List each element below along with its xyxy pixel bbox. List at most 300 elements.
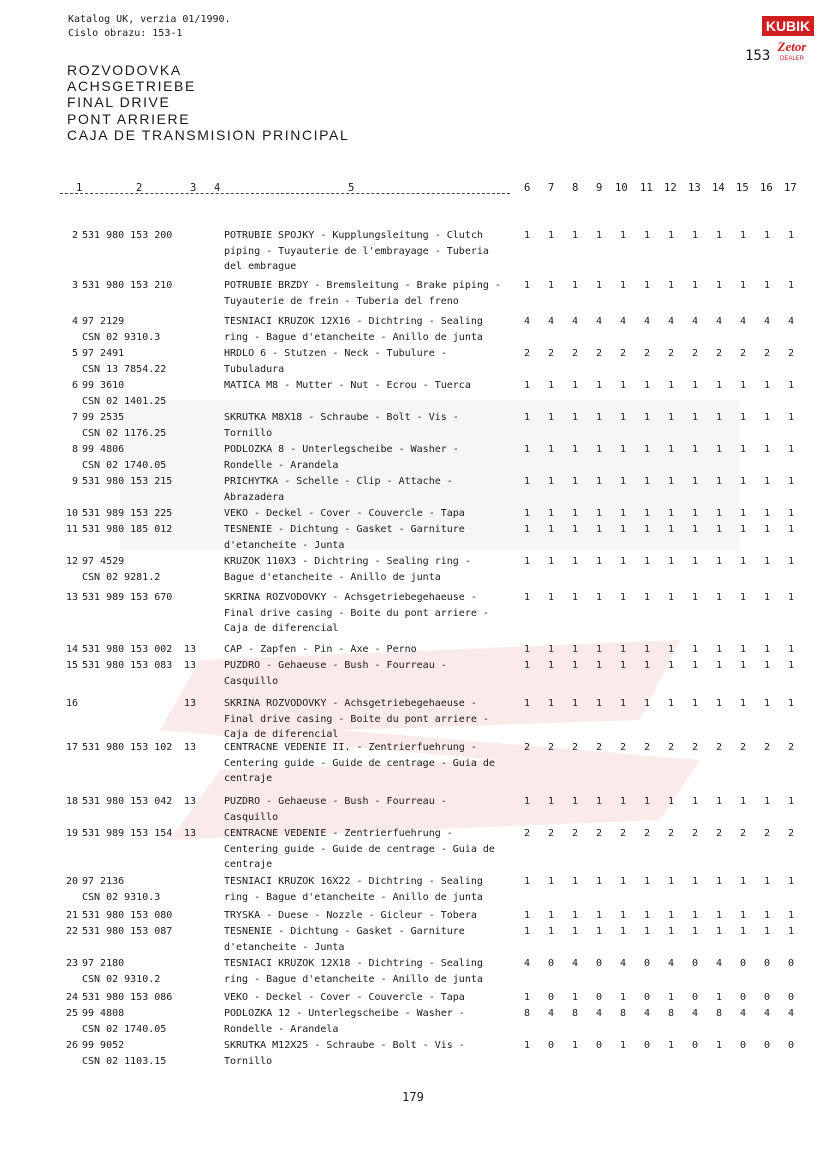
row-quantity: 1 <box>619 910 627 921</box>
row-description: TESNIACI KRUZOK 16X22 - Dichtring - Sealing ring - Bague d'etancheite - Anillo de junta <box>224 876 483 903</box>
row-quantity: 1 <box>787 910 795 921</box>
row-quantity: 1 <box>643 444 651 455</box>
row-quantity: 1 <box>715 660 723 671</box>
row-quantity: 1 <box>667 796 675 807</box>
row-quantity: 1 <box>619 380 627 391</box>
row-quantity: 1 <box>787 476 795 487</box>
row-quantity: 1 <box>691 556 699 567</box>
row-quantity: 1 <box>523 380 531 391</box>
row-quantity: 1 <box>691 230 699 241</box>
col-header-1: 1 <box>76 182 83 194</box>
row-quantity: 1 <box>739 476 747 487</box>
row-quantity: 4 <box>571 958 579 969</box>
col-header-6: 6 <box>524 182 531 194</box>
row-quantity: 1 <box>547 230 555 241</box>
row-quantity: 1 <box>715 592 723 603</box>
row-quantity: 2 <box>667 348 675 359</box>
row-position: 18 <box>65 796 78 807</box>
row-reference: 13 <box>184 698 197 709</box>
row-quantity: 1 <box>763 556 771 567</box>
row-description: SKRUTKA M8X18 - Schraube - Bolt - Vis - Tornillo <box>224 412 459 439</box>
row-quantity: 1 <box>523 910 531 921</box>
row-quantity: 0 <box>595 992 603 1003</box>
row-quantity: 2 <box>643 828 651 839</box>
row-quantity: 2 <box>523 348 531 359</box>
row-part-number: 531 980 153 002 <box>82 644 173 655</box>
row-quantity: 0 <box>763 1040 771 1051</box>
row-quantity: 1 <box>523 644 531 655</box>
row-quantity: 1 <box>523 876 531 887</box>
row-quantity: 2 <box>763 742 771 753</box>
row-quantity: 1 <box>667 444 675 455</box>
row-quantity: 1 <box>715 992 723 1003</box>
row-quantity: 1 <box>667 524 675 535</box>
row-quantity: 1 <box>523 660 531 671</box>
row-quantity: 1 <box>715 230 723 241</box>
row-quantity: 0 <box>739 992 747 1003</box>
row-quantity: 1 <box>595 508 603 519</box>
row-quantity: 1 <box>691 796 699 807</box>
row-quantity: 4 <box>715 958 723 969</box>
row-quantity: 1 <box>787 644 795 655</box>
row-quantity: 2 <box>691 828 699 839</box>
row-quantity: 1 <box>643 926 651 937</box>
row-part-number: 531 980 153 215 <box>82 476 173 487</box>
row-quantity: 1 <box>619 444 627 455</box>
row-quantity: 1 <box>619 644 627 655</box>
row-description: SKRINA ROZVODOVKY - Achsgetriebegehaeuse - Final drive casing - Boite du pont arriere - Caja de diferencial <box>224 592 489 635</box>
row-description: PRICHYTKA - Schelle - Clip - Attache - Abrazadera <box>224 476 453 503</box>
col-header-16: 16 <box>760 182 773 194</box>
row-quantity: 1 <box>643 524 651 535</box>
row-quantity: 4 <box>667 316 675 327</box>
row-quantity: 1 <box>571 280 579 291</box>
row-quantity: 1 <box>763 910 771 921</box>
row-quantity: 4 <box>547 1008 555 1019</box>
col-header-12: 12 <box>664 182 677 194</box>
row-quantity: 2 <box>763 348 771 359</box>
row-quantity: 1 <box>643 876 651 887</box>
row-part-number: 99 2535 CSN 02 1176.25 <box>82 412 167 439</box>
row-quantity: 0 <box>643 1040 651 1051</box>
row-part-number: 99 4806 CSN 02 1740.05 <box>82 444 167 471</box>
row-quantity: 2 <box>739 828 747 839</box>
row-quantity: 1 <box>715 910 723 921</box>
row-description: VEKO - Deckel - Cover - Couvercle - Tapa <box>224 508 465 519</box>
row-quantity: 1 <box>787 926 795 937</box>
row-quantity: 1 <box>619 660 627 671</box>
row-quantity: 1 <box>619 992 627 1003</box>
row-quantity: 8 <box>667 1008 675 1019</box>
row-quantity: 1 <box>739 508 747 519</box>
row-quantity: 1 <box>763 876 771 887</box>
row-quantity: 1 <box>691 926 699 937</box>
row-quantity: 1 <box>667 476 675 487</box>
row-quantity: 1 <box>667 1040 675 1051</box>
row-quantity: 0 <box>691 992 699 1003</box>
row-quantity: 2 <box>619 828 627 839</box>
row-quantity: 1 <box>763 926 771 937</box>
row-quantity: 2 <box>667 742 675 753</box>
row-description: KRUZOK 110X3 - Dichtring - Sealing ring - Bague d'etancheite - Anillo de junta <box>224 556 471 583</box>
row-quantity: 1 <box>595 380 603 391</box>
row-quantity: 1 <box>571 876 579 887</box>
row-position: 13 <box>65 592 78 603</box>
row-quantity: 1 <box>667 508 675 519</box>
row-quantity: 1 <box>595 280 603 291</box>
row-quantity: 1 <box>643 476 651 487</box>
row-quantity: 1 <box>643 592 651 603</box>
row-quantity: 1 <box>739 444 747 455</box>
row-quantity: 1 <box>763 280 771 291</box>
row-quantity: 1 <box>571 592 579 603</box>
row-description: TESNENIE - Dichtung - Gasket - Garniture d'etancheite - Junta <box>224 524 465 551</box>
row-quantity: 1 <box>763 380 771 391</box>
row-quantity: 1 <box>715 524 723 535</box>
row-quantity: 1 <box>643 796 651 807</box>
row-quantity: 1 <box>571 698 579 709</box>
col-header-9: 9 <box>596 182 603 194</box>
row-quantity: 1 <box>643 644 651 655</box>
row-quantity: 1 <box>619 876 627 887</box>
col-header-4: 4 <box>214 182 221 194</box>
row-quantity: 1 <box>619 524 627 535</box>
row-quantity: 1 <box>619 698 627 709</box>
row-part-number: 531 980 153 087 <box>82 926 173 937</box>
row-position: 15 <box>65 660 78 671</box>
col-header-17: 17 <box>784 182 797 194</box>
row-quantity: 2 <box>571 828 579 839</box>
row-quantity: 1 <box>571 444 579 455</box>
row-position: 14 <box>65 644 78 655</box>
dealer-logo <box>760 14 816 62</box>
row-quantity: 1 <box>691 280 699 291</box>
row-quantity: 1 <box>547 698 555 709</box>
row-quantity: 4 <box>763 316 771 327</box>
row-quantity: 1 <box>643 556 651 567</box>
row-quantity: 4 <box>643 316 651 327</box>
row-quantity: 1 <box>763 644 771 655</box>
row-quantity: 1 <box>523 992 531 1003</box>
row-quantity: 1 <box>595 644 603 655</box>
row-quantity: 1 <box>571 230 579 241</box>
row-quantity: 8 <box>571 1008 579 1019</box>
row-description: POTRUBIE BRZDY - Bremsleitung - Brake piping - Tuyauterie de frein - Tuberia del freno <box>224 280 501 307</box>
header-rule <box>60 193 510 194</box>
row-quantity: 1 <box>595 524 603 535</box>
row-part-number: 531 989 153 225 <box>82 508 173 519</box>
row-quantity: 1 <box>787 556 795 567</box>
row-reference: 13 <box>184 644 197 655</box>
row-quantity: 1 <box>547 524 555 535</box>
row-quantity: 1 <box>691 592 699 603</box>
row-quantity: 1 <box>571 412 579 423</box>
row-quantity: 2 <box>643 742 651 753</box>
row-quantity: 1 <box>667 992 675 1003</box>
row-position: 4 <box>71 316 78 327</box>
row-quantity: 1 <box>739 592 747 603</box>
row-quantity: 1 <box>715 380 723 391</box>
row-quantity: 1 <box>523 444 531 455</box>
row-quantity: 1 <box>787 412 795 423</box>
row-quantity: 1 <box>547 412 555 423</box>
row-quantity: 1 <box>619 592 627 603</box>
col-header-7: 7 <box>548 182 555 194</box>
row-quantity: 1 <box>763 592 771 603</box>
col-header-11: 11 <box>640 182 653 194</box>
row-quantity: 1 <box>595 660 603 671</box>
row-quantity: 1 <box>619 926 627 937</box>
row-description: SKRUTKA M12X25 - Schraube - Bolt - Vis - Tornillo <box>224 1040 465 1067</box>
row-quantity: 1 <box>667 380 675 391</box>
row-quantity: 1 <box>547 660 555 671</box>
row-quantity: 1 <box>595 444 603 455</box>
row-quantity: 1 <box>739 876 747 887</box>
row-position: 9 <box>71 476 78 487</box>
row-part-number: 531 980 153 210 <box>82 280 173 291</box>
row-quantity: 1 <box>667 556 675 567</box>
row-quantity: 1 <box>763 230 771 241</box>
row-quantity: 2 <box>595 348 603 359</box>
row-quantity: 1 <box>691 380 699 391</box>
row-quantity: 1 <box>547 644 555 655</box>
row-part-number: 531 980 153 080 <box>82 910 173 921</box>
row-position: 19 <box>65 828 78 839</box>
row-quantity: 1 <box>691 876 699 887</box>
row-quantity: 1 <box>715 508 723 519</box>
row-position: 10 <box>65 508 78 519</box>
row-position: 11 <box>65 524 78 535</box>
row-quantity: 1 <box>691 660 699 671</box>
catalog-meta <box>68 13 231 41</box>
row-quantity: 0 <box>595 1040 603 1051</box>
title-sk: ROZVODOVKA <box>67 62 182 78</box>
row-part-number: 97 2136 CSN 02 9310.3 <box>82 876 161 903</box>
row-quantity: 2 <box>619 348 627 359</box>
row-position: 7 <box>71 412 78 423</box>
row-quantity: 1 <box>667 660 675 671</box>
row-quantity: 1 <box>547 910 555 921</box>
row-quantity: 1 <box>739 926 747 937</box>
row-quantity: 1 <box>571 992 579 1003</box>
row-quantity: 2 <box>595 828 603 839</box>
row-position: 23 <box>65 958 78 969</box>
row-quantity: 1 <box>715 796 723 807</box>
row-quantity: 1 <box>523 698 531 709</box>
row-part-number: 97 2491 CSN 13 7854.22 <box>82 348 167 375</box>
row-quantity: 1 <box>763 524 771 535</box>
row-description: PODLOZKA 8 - Unterlegscheibe - Washer - Rondelle - Arandela <box>224 444 459 471</box>
row-position: 3 <box>71 280 78 291</box>
col-header-15: 15 <box>736 182 749 194</box>
col-header-3: 3 <box>190 182 197 194</box>
column-numbers <box>0 182 826 198</box>
page-number: 179 <box>402 1090 424 1104</box>
row-quantity: 1 <box>571 556 579 567</box>
row-quantity: 1 <box>619 476 627 487</box>
row-quantity: 2 <box>523 828 531 839</box>
row-position: 6 <box>71 380 78 391</box>
row-quantity: 0 <box>595 958 603 969</box>
row-quantity: 0 <box>763 992 771 1003</box>
row-quantity: 0 <box>547 1040 555 1051</box>
row-quantity: 1 <box>787 444 795 455</box>
row-quantity: 1 <box>739 796 747 807</box>
row-quantity: 4 <box>787 1008 795 1019</box>
row-description: CENTRACNE VEDENIE - Zentrierfuehrung - Centering guide - Guide de centrage - Guia de centraje <box>224 828 495 871</box>
row-quantity: 1 <box>547 508 555 519</box>
title-block <box>67 62 349 143</box>
row-description: TESNIACI KRUZOK 12X18 - Dichtring - Sealing ring - Bague d'etancheite - Anillo de junta <box>224 958 483 985</box>
row-quantity: 1 <box>523 926 531 937</box>
logo-brand-small: DEALER <box>779 56 805 62</box>
row-quantity: 2 <box>691 742 699 753</box>
row-quantity: 1 <box>595 796 603 807</box>
row-quantity: 1 <box>739 910 747 921</box>
row-quantity: 1 <box>715 926 723 937</box>
row-quantity: 2 <box>715 348 723 359</box>
row-part-number: 97 4529 CSN 02 9281.2 <box>82 556 161 583</box>
row-quantity: 4 <box>619 316 627 327</box>
row-quantity: 1 <box>523 524 531 535</box>
row-quantity: 0 <box>787 992 795 1003</box>
row-reference: 13 <box>184 660 197 671</box>
title-en: FINAL DRIVE <box>67 94 171 111</box>
col-header-2: 2 <box>136 182 143 194</box>
row-quantity: 1 <box>547 556 555 567</box>
row-position: 5 <box>71 348 78 359</box>
row-quantity: 1 <box>691 508 699 519</box>
logo-brand-top: KUBIK <box>765 18 811 34</box>
row-quantity: 1 <box>619 556 627 567</box>
row-description: TESNENIE - Dichtung - Gasket - Garniture d'etancheite - Junta <box>224 926 465 953</box>
row-quantity: 1 <box>643 280 651 291</box>
row-quantity: 1 <box>715 556 723 567</box>
row-quantity: 2 <box>739 742 747 753</box>
row-position: 2 <box>71 230 78 241</box>
row-quantity: 4 <box>523 958 531 969</box>
row-quantity: 1 <box>595 230 603 241</box>
row-quantity: 0 <box>763 958 771 969</box>
row-quantity: 1 <box>667 592 675 603</box>
row-description: TESNIACI KRUZOK 12X16 - Dichtring - Sealing ring - Bague d'etancheite - Anillo de junta <box>224 316 483 343</box>
row-quantity: 4 <box>691 316 699 327</box>
row-quantity: 0 <box>547 992 555 1003</box>
row-quantity: 1 <box>547 380 555 391</box>
row-quantity: 1 <box>763 508 771 519</box>
row-quantity: 1 <box>643 698 651 709</box>
row-quantity: 1 <box>667 644 675 655</box>
image-number: Cislo obrazu: 153-1 <box>68 28 183 39</box>
row-quantity: 1 <box>523 556 531 567</box>
row-quantity: 1 <box>715 476 723 487</box>
row-quantity: 1 <box>739 412 747 423</box>
row-quantity: 1 <box>715 444 723 455</box>
row-position: 20 <box>65 876 78 887</box>
row-quantity: 1 <box>571 1040 579 1051</box>
row-quantity: 1 <box>691 524 699 535</box>
row-quantity: 0 <box>739 958 747 969</box>
row-quantity: 4 <box>667 958 675 969</box>
row-part-number: 531 989 153 670 <box>82 592 173 603</box>
catalog-version: Katalog UK, verzia 01/1990. <box>68 14 231 25</box>
row-quantity: 1 <box>691 476 699 487</box>
row-quantity: 4 <box>619 958 627 969</box>
row-quantity: 1 <box>787 524 795 535</box>
row-quantity: 1 <box>595 556 603 567</box>
row-quantity: 1 <box>763 412 771 423</box>
row-description: PODLOZKA 12 - Unterlegscheibe - Washer - Rondelle - Arandela <box>224 1008 465 1035</box>
row-quantity: 1 <box>523 476 531 487</box>
col-header-8: 8 <box>572 182 579 194</box>
row-quantity: 1 <box>691 444 699 455</box>
row-quantity: 1 <box>619 508 627 519</box>
row-quantity: 1 <box>667 280 675 291</box>
row-quantity: 0 <box>787 1040 795 1051</box>
row-quantity: 0 <box>643 958 651 969</box>
title-fr: PONT ARRIERE <box>67 110 191 127</box>
row-quantity: 1 <box>523 412 531 423</box>
row-quantity: 0 <box>691 958 699 969</box>
row-part-number: 99 3610 CSN 02 1401.25 <box>82 380 167 407</box>
row-quantity: 2 <box>787 742 795 753</box>
row-quantity: 2 <box>715 742 723 753</box>
row-part-number: 531 980 153 200 <box>82 230 173 241</box>
row-quantity: 1 <box>595 476 603 487</box>
row-quantity: 1 <box>739 230 747 241</box>
row-quantity: 4 <box>643 1008 651 1019</box>
row-quantity: 1 <box>667 412 675 423</box>
row-quantity: 1 <box>547 876 555 887</box>
row-quantity: 2 <box>763 828 771 839</box>
row-quantity: 1 <box>523 796 531 807</box>
row-quantity: 1 <box>595 592 603 603</box>
row-quantity: 0 <box>739 1040 747 1051</box>
row-position: 12 <box>65 556 78 567</box>
row-quantity: 1 <box>571 926 579 937</box>
row-quantity: 0 <box>547 958 555 969</box>
row-quantity: 8 <box>523 1008 531 1019</box>
row-quantity: 2 <box>523 742 531 753</box>
col-header-14: 14 <box>712 182 725 194</box>
row-quantity: 4 <box>739 316 747 327</box>
row-quantity: 2 <box>643 348 651 359</box>
row-quantity: 1 <box>643 230 651 241</box>
row-quantity: 2 <box>691 348 699 359</box>
row-quantity: 1 <box>715 280 723 291</box>
row-position: 24 <box>65 992 78 1003</box>
row-quantity: 1 <box>667 926 675 937</box>
row-quantity: 1 <box>547 796 555 807</box>
row-quantity: 8 <box>715 1008 723 1019</box>
row-quantity: 2 <box>787 828 795 839</box>
col-header-10: 10 <box>615 182 628 194</box>
row-quantity: 1 <box>595 412 603 423</box>
row-quantity: 1 <box>667 876 675 887</box>
row-quantity: 1 <box>715 412 723 423</box>
row-quantity: 1 <box>667 910 675 921</box>
title-es: CAJA DE TRANSMISION PRINCIPAL <box>67 126 350 143</box>
row-description: PUZDRO - Gehaeuse - Bush - Fourreau - Casquillo <box>224 660 447 687</box>
col-header-5: 5 <box>348 182 355 194</box>
row-position: 21 <box>65 910 78 921</box>
row-quantity: 4 <box>763 1008 771 1019</box>
row-quantity: 1 <box>571 796 579 807</box>
row-part-number: 531 980 153 102 <box>82 742 173 753</box>
row-quantity: 1 <box>523 592 531 603</box>
row-quantity: 1 <box>739 380 747 391</box>
title-de: ACHSGETRIEBE <box>67 78 196 95</box>
